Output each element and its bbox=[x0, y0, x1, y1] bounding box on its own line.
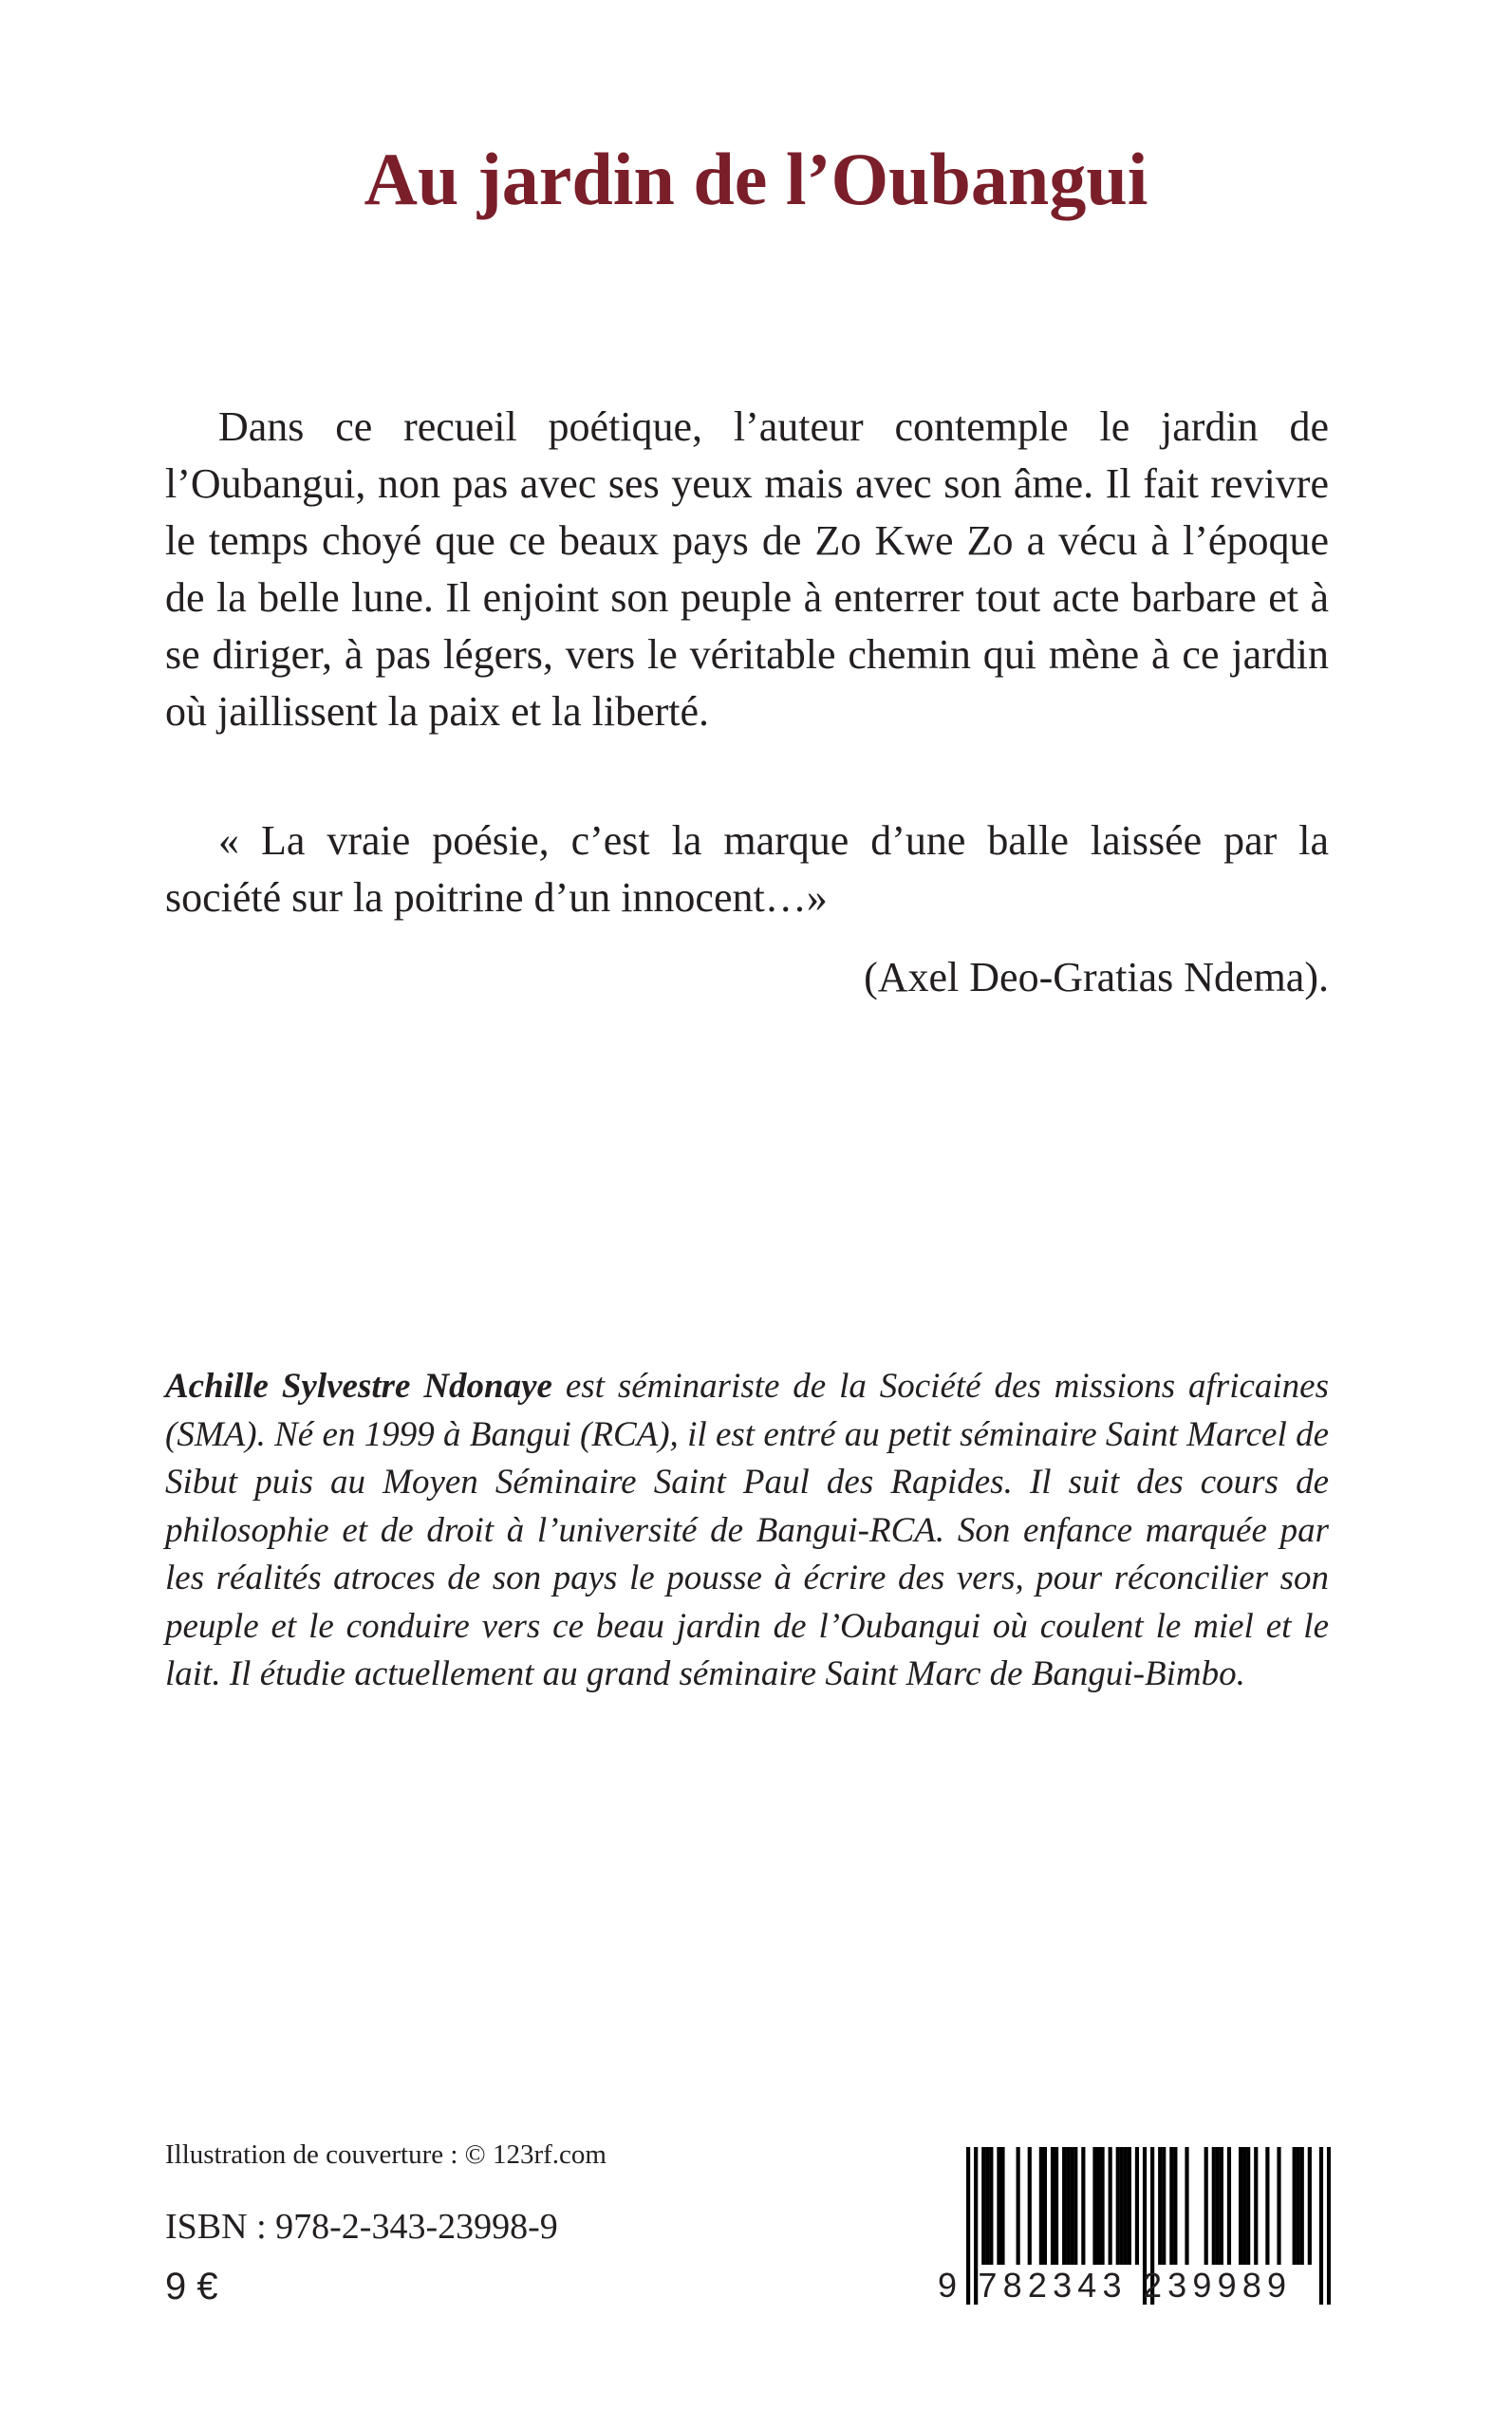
barcode-bar bbox=[997, 2147, 1000, 2265]
barcode-bar bbox=[1246, 2147, 1250, 2265]
barcode-bar bbox=[1124, 2147, 1128, 2265]
barcode-bar bbox=[1242, 2147, 1246, 2265]
summary-paragraph: Dans ce recueil poétique, l’auteur contemple le jardin de l’Oubangui, non pas avec ses yeux mais avec son âme. Il fait revivre le temps choyé que ce beaux pays de Zo Kwe Zo a vécu à l’époque de la belle lune. Il enjoint son peuple à enterrer tout acte barbare et à se diriger, à pas légers, vers le véritable chemin qui mène à ce jardin où jaillissent la paix et la liberté. bbox=[165, 403, 1329, 735]
barcode-bar bbox=[1204, 2147, 1208, 2265]
barcode-bar bbox=[1185, 2147, 1188, 2265]
barcode-bar bbox=[1212, 2147, 1216, 2265]
barcode-bar bbox=[1043, 2147, 1047, 2265]
summary-quote: « La vraie poésie, c’est la marque d’une balle laissée par la société sur la poitrine d’un innocent…» bbox=[165, 817, 1329, 921]
barcode-bar bbox=[1169, 2147, 1173, 2265]
barcode-bar bbox=[1239, 2147, 1242, 2265]
barcode-bar bbox=[985, 2147, 989, 2265]
barcode-digits: 9 782343 239989 bbox=[938, 2266, 1293, 2305]
barcode-bar bbox=[1300, 2147, 1304, 2265]
barcode-bar bbox=[1293, 2147, 1297, 2265]
barcode-bar bbox=[1100, 2147, 1104, 2265]
barcode-bar bbox=[1062, 2147, 1066, 2265]
barcode-bar bbox=[1000, 2147, 1004, 2265]
author-name: Achille Sylvestre Ndonaye bbox=[165, 1367, 552, 1406]
barcode-bar bbox=[1070, 2147, 1073, 2265]
barcode-bar bbox=[1028, 2147, 1032, 2265]
quote-attribution: (Axel Deo-Gratias Ndema). bbox=[864, 954, 1329, 1000]
barcode-bar bbox=[1073, 2147, 1077, 2265]
barcode-bar bbox=[1017, 2147, 1020, 2265]
book-title: Au jardin de l’Oubangui bbox=[364, 138, 1148, 220]
barcode-bar bbox=[1135, 2147, 1139, 2265]
barcode-bar bbox=[1116, 2147, 1120, 2265]
barcode-bar bbox=[1081, 2147, 1085, 2265]
barcode-bar bbox=[1128, 2147, 1131, 2265]
illustration-credit: Illustration de couverture : © 123rf.com bbox=[165, 2139, 607, 2170]
barcode-bar bbox=[1216, 2147, 1220, 2265]
barcode-bar bbox=[1039, 2147, 1043, 2265]
author-bio bbox=[165, 1363, 1329, 1699]
barcode-bar bbox=[1254, 2147, 1258, 2265]
barcode-bar bbox=[1308, 2147, 1312, 2265]
barcode-bar bbox=[1096, 2147, 1100, 2265]
barcode-bar bbox=[1173, 2147, 1177, 2265]
barcode-bar bbox=[1092, 2147, 1096, 2265]
barcode-bar bbox=[989, 2147, 993, 2265]
barcode-bar bbox=[981, 2147, 985, 2265]
barcode-bar bbox=[1066, 2147, 1070, 2265]
barcode-bar bbox=[1265, 2147, 1269, 2265]
barcode-bar bbox=[1158, 2147, 1162, 2265]
barcode-bar bbox=[1220, 2147, 1223, 2265]
isbn: ISBN : 978-2-343-23998-9 bbox=[165, 2207, 558, 2247]
barcode-bar bbox=[1120, 2147, 1124, 2265]
barcode-bar bbox=[1277, 2147, 1280, 2265]
barcode-bar bbox=[1055, 2147, 1058, 2265]
barcode-bar bbox=[1051, 2147, 1055, 2265]
price: 9 € bbox=[165, 2266, 218, 2307]
barcode-bar bbox=[1297, 2147, 1300, 2265]
barcode-bar bbox=[1162, 2147, 1166, 2265]
barcode-bar bbox=[1227, 2147, 1231, 2265]
barcode-bar bbox=[1109, 2147, 1112, 2265]
author-bio-text: est séminariste de la Société des missions africaines (SMA). Né en 1999 à Bangui (RCA), il est entré au petit séminaire Saint Marcel de Sibut puis au Moyen Séminaire Saint Paul des Rapides. Il suit des cours de philosophie et de droit à l’université de Bangui-RCA. Son enfance marquée par les réalités atroces de son pays le pousse à écrire des vers, pour réconcilier son peuple et le conduire vers ce beau jardin de l’Oubangui où coulent le miel et le lait. Il étudie actuellement au grand séminaire Saint Marc de Bangui-Bimbo. bbox=[165, 1367, 1329, 1693]
